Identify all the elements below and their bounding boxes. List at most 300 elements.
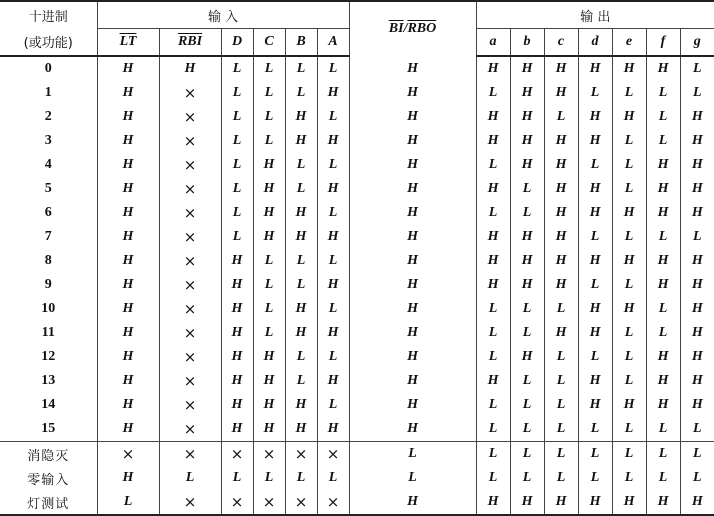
cell-lt: H — [97, 177, 159, 201]
cell-out-f: H — [646, 273, 680, 297]
cell-out-a: L — [476, 297, 510, 321]
cell-lt: H — [97, 273, 159, 297]
header-decimal-line2: (或功能) — [0, 29, 97, 57]
cell-out-b: L — [510, 297, 544, 321]
cell-c: H — [253, 417, 285, 442]
cell-out-b: H — [510, 129, 544, 153]
col-b: B — [285, 29, 317, 57]
cell-out-d: H — [578, 297, 612, 321]
cell-bi-rbo: H — [349, 81, 476, 105]
row-label: 7 — [44, 229, 52, 244]
row-label: 1 — [44, 85, 52, 100]
cell-out-b: H — [510, 249, 544, 273]
col-d: D — [221, 29, 253, 57]
cell-out-a: H — [476, 105, 510, 129]
cell-out-b: H — [510, 153, 544, 177]
cell-out-g: H — [680, 321, 714, 345]
cell-out-g: H — [680, 201, 714, 225]
row-label: 灯测试 — [0, 490, 97, 515]
cell-out-d: H — [578, 105, 612, 129]
cell-b: L — [285, 249, 317, 273]
cell-out-c: H — [544, 81, 578, 105]
cell-a: L — [317, 249, 349, 273]
cell-out-f: H — [646, 345, 680, 369]
cell-out-b: H — [510, 56, 544, 81]
cell-b: L — [285, 153, 317, 177]
cell-out-d: H — [578, 490, 612, 515]
cell-c: L — [253, 81, 285, 105]
cell-out-g: H — [680, 490, 714, 515]
cell-lt: H — [97, 321, 159, 345]
cell-b: L — [285, 466, 317, 490]
cell-b: H — [285, 297, 317, 321]
cell-out-e: L — [612, 321, 646, 345]
cell-out-e: H — [612, 393, 646, 417]
table-row — [0, 345, 714, 369]
cell-c: H — [253, 369, 285, 393]
header-bi: $\overline{BI}$ — [388, 21, 404, 36]
cell-out-a: L — [476, 81, 510, 105]
cell-lt: H — [97, 417, 159, 442]
cell-c: L — [253, 297, 285, 321]
cell-out-f: H — [646, 177, 680, 201]
cell-out-g: H — [680, 369, 714, 393]
cell-rbi: × — [159, 129, 221, 153]
cell-out-a: L — [476, 442, 510, 467]
cell-bi-rbo: L — [349, 466, 476, 490]
cell-b: L — [285, 369, 317, 393]
cell-out-a: L — [476, 417, 510, 442]
cell-out-b: L — [510, 417, 544, 442]
cell-out-c: L — [544, 345, 578, 369]
table-row — [0, 81, 714, 105]
cell-out-e: L — [612, 369, 646, 393]
cell-out-g: L — [680, 442, 714, 467]
cell-out-a: L — [476, 345, 510, 369]
cell-out-f: L — [646, 442, 680, 467]
cell-out-g: L — [680, 417, 714, 442]
cell-d: H — [221, 417, 253, 442]
cell-out-c: H — [544, 56, 578, 81]
cell-out-d: H — [578, 56, 612, 81]
cell-rbi: × — [159, 321, 221, 345]
cell-out-c: H — [544, 225, 578, 249]
col-rbi: $\overline{RBI}$ — [177, 34, 203, 49]
cell-d: H — [221, 273, 253, 297]
cell-lt: H — [97, 56, 159, 81]
cell-out-e: H — [612, 201, 646, 225]
cell-out-e: L — [612, 129, 646, 153]
cell-rbi: × — [159, 153, 221, 177]
cell-lt: × — [97, 442, 159, 467]
cell-lt: H — [97, 297, 159, 321]
cell-a: L — [317, 466, 349, 490]
cell-out-c: L — [544, 393, 578, 417]
cell-out-g: H — [680, 105, 714, 129]
cell-b: L — [285, 56, 317, 81]
cell-out-a: L — [476, 393, 510, 417]
cell-out-g: L — [680, 466, 714, 490]
cell-b: H — [285, 225, 317, 249]
cell-out-g: L — [680, 56, 714, 81]
cell-out-b: L — [510, 442, 544, 467]
cell-rbi: × — [159, 417, 221, 442]
cell-out-e: L — [612, 273, 646, 297]
cell-out-f: H — [646, 249, 680, 273]
cell-b: × — [285, 442, 317, 467]
cell-rbi: × — [159, 225, 221, 249]
col-a: A — [317, 29, 349, 57]
cell-bi-rbo: H — [349, 345, 476, 369]
cell-c: L — [253, 249, 285, 273]
table-row — [0, 225, 714, 249]
row-label: 消隐灭 — [0, 442, 97, 467]
cell-lt: H — [97, 249, 159, 273]
function-row — [0, 442, 714, 467]
function-row — [0, 490, 714, 515]
cell-out-e: H — [612, 105, 646, 129]
table-row — [0, 201, 714, 225]
cell-out-d: L — [578, 417, 612, 442]
cell-out-g: H — [680, 249, 714, 273]
col-out-g: g — [680, 29, 714, 57]
table-row — [0, 297, 714, 321]
cell-out-d: L — [578, 345, 612, 369]
cell-out-f: L — [646, 297, 680, 321]
col-lt: $\overline{LT}$ — [119, 34, 137, 49]
cell-out-d: L — [578, 442, 612, 467]
cell-out-c: H — [544, 129, 578, 153]
cell-out-f: H — [646, 393, 680, 417]
cell-out-e: H — [612, 490, 646, 515]
cell-out-c: L — [544, 442, 578, 467]
cell-bi-rbo: H — [349, 177, 476, 201]
row-label: 14 — [41, 397, 56, 412]
cell-a: H — [317, 369, 349, 393]
cell-out-c: L — [544, 417, 578, 442]
cell-out-f: H — [646, 153, 680, 177]
cell-d: L — [221, 177, 253, 201]
cell-bi-rbo: H — [349, 153, 476, 177]
cell-out-d: L — [578, 153, 612, 177]
cell-out-b: H — [510, 273, 544, 297]
table-row — [0, 417, 714, 442]
cell-c: H — [253, 201, 285, 225]
row-label: 9 — [44, 277, 52, 292]
cell-a: H — [317, 81, 349, 105]
cell-out-f: L — [646, 225, 680, 249]
row-label: 8 — [44, 253, 52, 268]
cell-a: H — [317, 177, 349, 201]
row-label: 3 — [44, 133, 52, 148]
row-label: 12 — [41, 349, 56, 364]
cell-out-b: H — [510, 225, 544, 249]
cell-out-f: L — [646, 417, 680, 442]
cell-out-a: H — [476, 177, 510, 201]
cell-bi-rbo: H — [349, 393, 476, 417]
cell-out-e: L — [612, 417, 646, 442]
cell-a: H — [317, 321, 349, 345]
cell-bi-rbo: H — [349, 273, 476, 297]
table-row — [0, 249, 714, 273]
row-label: 2 — [44, 109, 52, 124]
cell-c: H — [253, 153, 285, 177]
cell-c: L — [253, 56, 285, 81]
cell-a: L — [317, 201, 349, 225]
cell-a: L — [317, 105, 349, 129]
col-out-b: b — [510, 29, 544, 57]
cell-c: L — [253, 466, 285, 490]
cell-out-g: L — [680, 225, 714, 249]
cell-rbi: × — [159, 105, 221, 129]
cell-d: L — [221, 56, 253, 81]
cell-bi-rbo: H — [349, 417, 476, 442]
cell-bi-rbo: L — [349, 442, 476, 467]
cell-out-b: H — [510, 81, 544, 105]
cell-lt: H — [97, 225, 159, 249]
cell-rbi: × — [159, 177, 221, 201]
cell-out-f: H — [646, 490, 680, 515]
cell-out-a: H — [476, 225, 510, 249]
cell-out-b: H — [510, 490, 544, 515]
cell-out-a: H — [476, 56, 510, 81]
cell-out-g: L — [680, 81, 714, 105]
cell-d: H — [221, 249, 253, 273]
row-label: 零输入 — [27, 472, 70, 488]
cell-out-e: L — [612, 442, 646, 467]
cell-b: H — [285, 417, 317, 442]
cell-out-a: H — [476, 273, 510, 297]
cell-out-c: H — [544, 153, 578, 177]
cell-bi-rbo: H — [349, 201, 476, 225]
cell-out-b: L — [510, 466, 544, 490]
cell-bi-rbo: H — [349, 56, 476, 81]
cell-out-b: H — [510, 105, 544, 129]
cell-a: L — [317, 297, 349, 321]
cell-out-b: L — [510, 393, 544, 417]
cell-d: H — [221, 297, 253, 321]
cell-bi-rbo: H — [349, 105, 476, 129]
cell-a: H — [317, 417, 349, 442]
cell-d: L — [221, 201, 253, 225]
cell-out-b: H — [510, 345, 544, 369]
cell-out-a: H — [476, 129, 510, 153]
cell-out-g: H — [680, 153, 714, 177]
cell-b: H — [285, 393, 317, 417]
cell-c: L — [253, 321, 285, 345]
cell-rbi: L — [159, 466, 221, 490]
cell-d: H — [221, 369, 253, 393]
cell-c: × — [253, 490, 285, 515]
cell-out-e: L — [612, 81, 646, 105]
cell-out-d: L — [578, 466, 612, 490]
row-label: 10 — [41, 301, 56, 316]
cell-out-e: L — [612, 345, 646, 369]
cell-d: L — [221, 153, 253, 177]
cell-out-b: L — [510, 321, 544, 345]
cell-d: L — [221, 466, 253, 490]
table-row — [0, 177, 714, 201]
cell-out-c: H — [544, 490, 578, 515]
row-label: 0 — [44, 61, 52, 76]
cell-out-b: L — [510, 369, 544, 393]
cell-out-d: H — [578, 369, 612, 393]
cell-out-f: L — [646, 466, 680, 490]
cell-out-f: L — [646, 129, 680, 153]
col-out-c: c — [544, 29, 578, 57]
cell-d: × — [221, 490, 253, 515]
cell-c: L — [253, 273, 285, 297]
cell-b: H — [285, 321, 317, 345]
cell-c: H — [253, 393, 285, 417]
cell-out-b: L — [510, 201, 544, 225]
cell-d: L — [221, 81, 253, 105]
cell-b: L — [285, 345, 317, 369]
cell-out-a: H — [476, 490, 510, 515]
header-decimal-line1: 十进制 — [0, 1, 97, 29]
table-row — [0, 105, 714, 129]
row-label: 13 — [41, 373, 56, 388]
cell-c: L — [253, 105, 285, 129]
cell-lt: H — [97, 105, 159, 129]
cell-bi-rbo: H — [349, 249, 476, 273]
header-input: 输 入 — [97, 1, 349, 29]
table-row — [0, 369, 714, 393]
cell-out-d: H — [578, 201, 612, 225]
cell-d: H — [221, 393, 253, 417]
cell-out-e: H — [612, 249, 646, 273]
col-out-f: f — [646, 29, 680, 57]
cell-bi-rbo: H — [349, 297, 476, 321]
cell-out-f: H — [646, 201, 680, 225]
cell-out-c: L — [544, 369, 578, 393]
cell-rbi: × — [159, 81, 221, 105]
cell-out-a: L — [476, 153, 510, 177]
cell-lt: H — [97, 129, 159, 153]
cell-c: H — [253, 345, 285, 369]
row-label: 4 — [44, 157, 52, 172]
cell-a: L — [317, 345, 349, 369]
cell-rbi: × — [159, 490, 221, 515]
header-bi-rbo: $\overline{BI}/\overline{RBO}$ — [349, 1, 476, 56]
cell-out-e: L — [612, 153, 646, 177]
cell-c: H — [253, 225, 285, 249]
cell-out-d: H — [578, 129, 612, 153]
cell-out-c: H — [544, 273, 578, 297]
cell-lt: H — [97, 153, 159, 177]
cell-bi-rbo: H — [349, 129, 476, 153]
cell-b: L — [285, 273, 317, 297]
header-rbo: $\overline{RBO}$ — [407, 21, 437, 36]
col-out-d: d — [578, 29, 612, 57]
cell-rbi: H — [159, 56, 221, 81]
cell-out-e: L — [612, 177, 646, 201]
cell-d: × — [221, 442, 253, 467]
cell-rbi: × — [159, 393, 221, 417]
cell-bi-rbo: H — [349, 369, 476, 393]
cell-out-e: H — [612, 56, 646, 81]
table-row — [0, 153, 714, 177]
table-row — [0, 129, 714, 153]
cell-b: L — [285, 177, 317, 201]
cell-a: × — [317, 442, 349, 467]
cell-b: × — [285, 490, 317, 515]
cell-b: H — [285, 105, 317, 129]
cell-rbi: × — [159, 345, 221, 369]
cell-rbi: × — [159, 249, 221, 273]
cell-out-e: L — [612, 466, 646, 490]
cell-rbi: × — [159, 442, 221, 467]
cell-out-a: L — [476, 201, 510, 225]
cell-rbi: × — [159, 297, 221, 321]
cell-rbi: × — [159, 369, 221, 393]
cell-out-d: L — [578, 225, 612, 249]
cell-out-d: H — [578, 177, 612, 201]
row-label: 11 — [41, 325, 55, 340]
cell-a: L — [317, 56, 349, 81]
cell-out-c: H — [544, 201, 578, 225]
table-row — [0, 273, 714, 297]
cell-lt: H — [97, 345, 159, 369]
cell-lt: H — [97, 369, 159, 393]
cell-d: L — [221, 225, 253, 249]
cell-d: L — [221, 105, 253, 129]
cell-a: L — [317, 153, 349, 177]
cell-out-d: H — [578, 249, 612, 273]
cell-out-e: H — [612, 297, 646, 321]
cell-out-d: H — [578, 393, 612, 417]
cell-out-e: L — [612, 225, 646, 249]
cell-a: H — [317, 225, 349, 249]
cell-out-g: H — [680, 177, 714, 201]
cell-out-c: L — [544, 466, 578, 490]
row-label: 5 — [44, 181, 52, 196]
cell-bi-rbo: H — [349, 490, 476, 515]
cell-out-a: H — [476, 249, 510, 273]
cell-lt: H — [97, 201, 159, 225]
cell-out-f: L — [646, 321, 680, 345]
cell-out-b: L — [510, 177, 544, 201]
cell-rbi: × — [159, 273, 221, 297]
cell-d: L — [221, 129, 253, 153]
cell-out-g: H — [680, 297, 714, 321]
table-row — [0, 56, 714, 81]
cell-out-c: L — [544, 105, 578, 129]
cell-bi-rbo: H — [349, 321, 476, 345]
cell-lt: H — [97, 393, 159, 417]
cell-out-c: H — [544, 321, 578, 345]
cell-c: L — [253, 129, 285, 153]
header-output: 输 出 — [476, 1, 714, 29]
table-row — [0, 321, 714, 345]
cell-out-f: L — [646, 81, 680, 105]
cell-a: H — [317, 273, 349, 297]
cell-a: × — [317, 490, 349, 515]
cell-out-d: L — [578, 81, 612, 105]
cell-lt: H — [97, 466, 159, 490]
cell-b: H — [285, 201, 317, 225]
cell-out-g: H — [680, 129, 714, 153]
cell-out-a: L — [476, 466, 510, 490]
cell-out-c: H — [544, 177, 578, 201]
cell-out-g: H — [680, 273, 714, 297]
col-c: C — [253, 29, 285, 57]
cell-out-g: H — [680, 393, 714, 417]
cell-d: H — [221, 345, 253, 369]
cell-out-d: H — [578, 321, 612, 345]
cell-out-d: L — [578, 273, 612, 297]
cell-a: H — [317, 129, 349, 153]
